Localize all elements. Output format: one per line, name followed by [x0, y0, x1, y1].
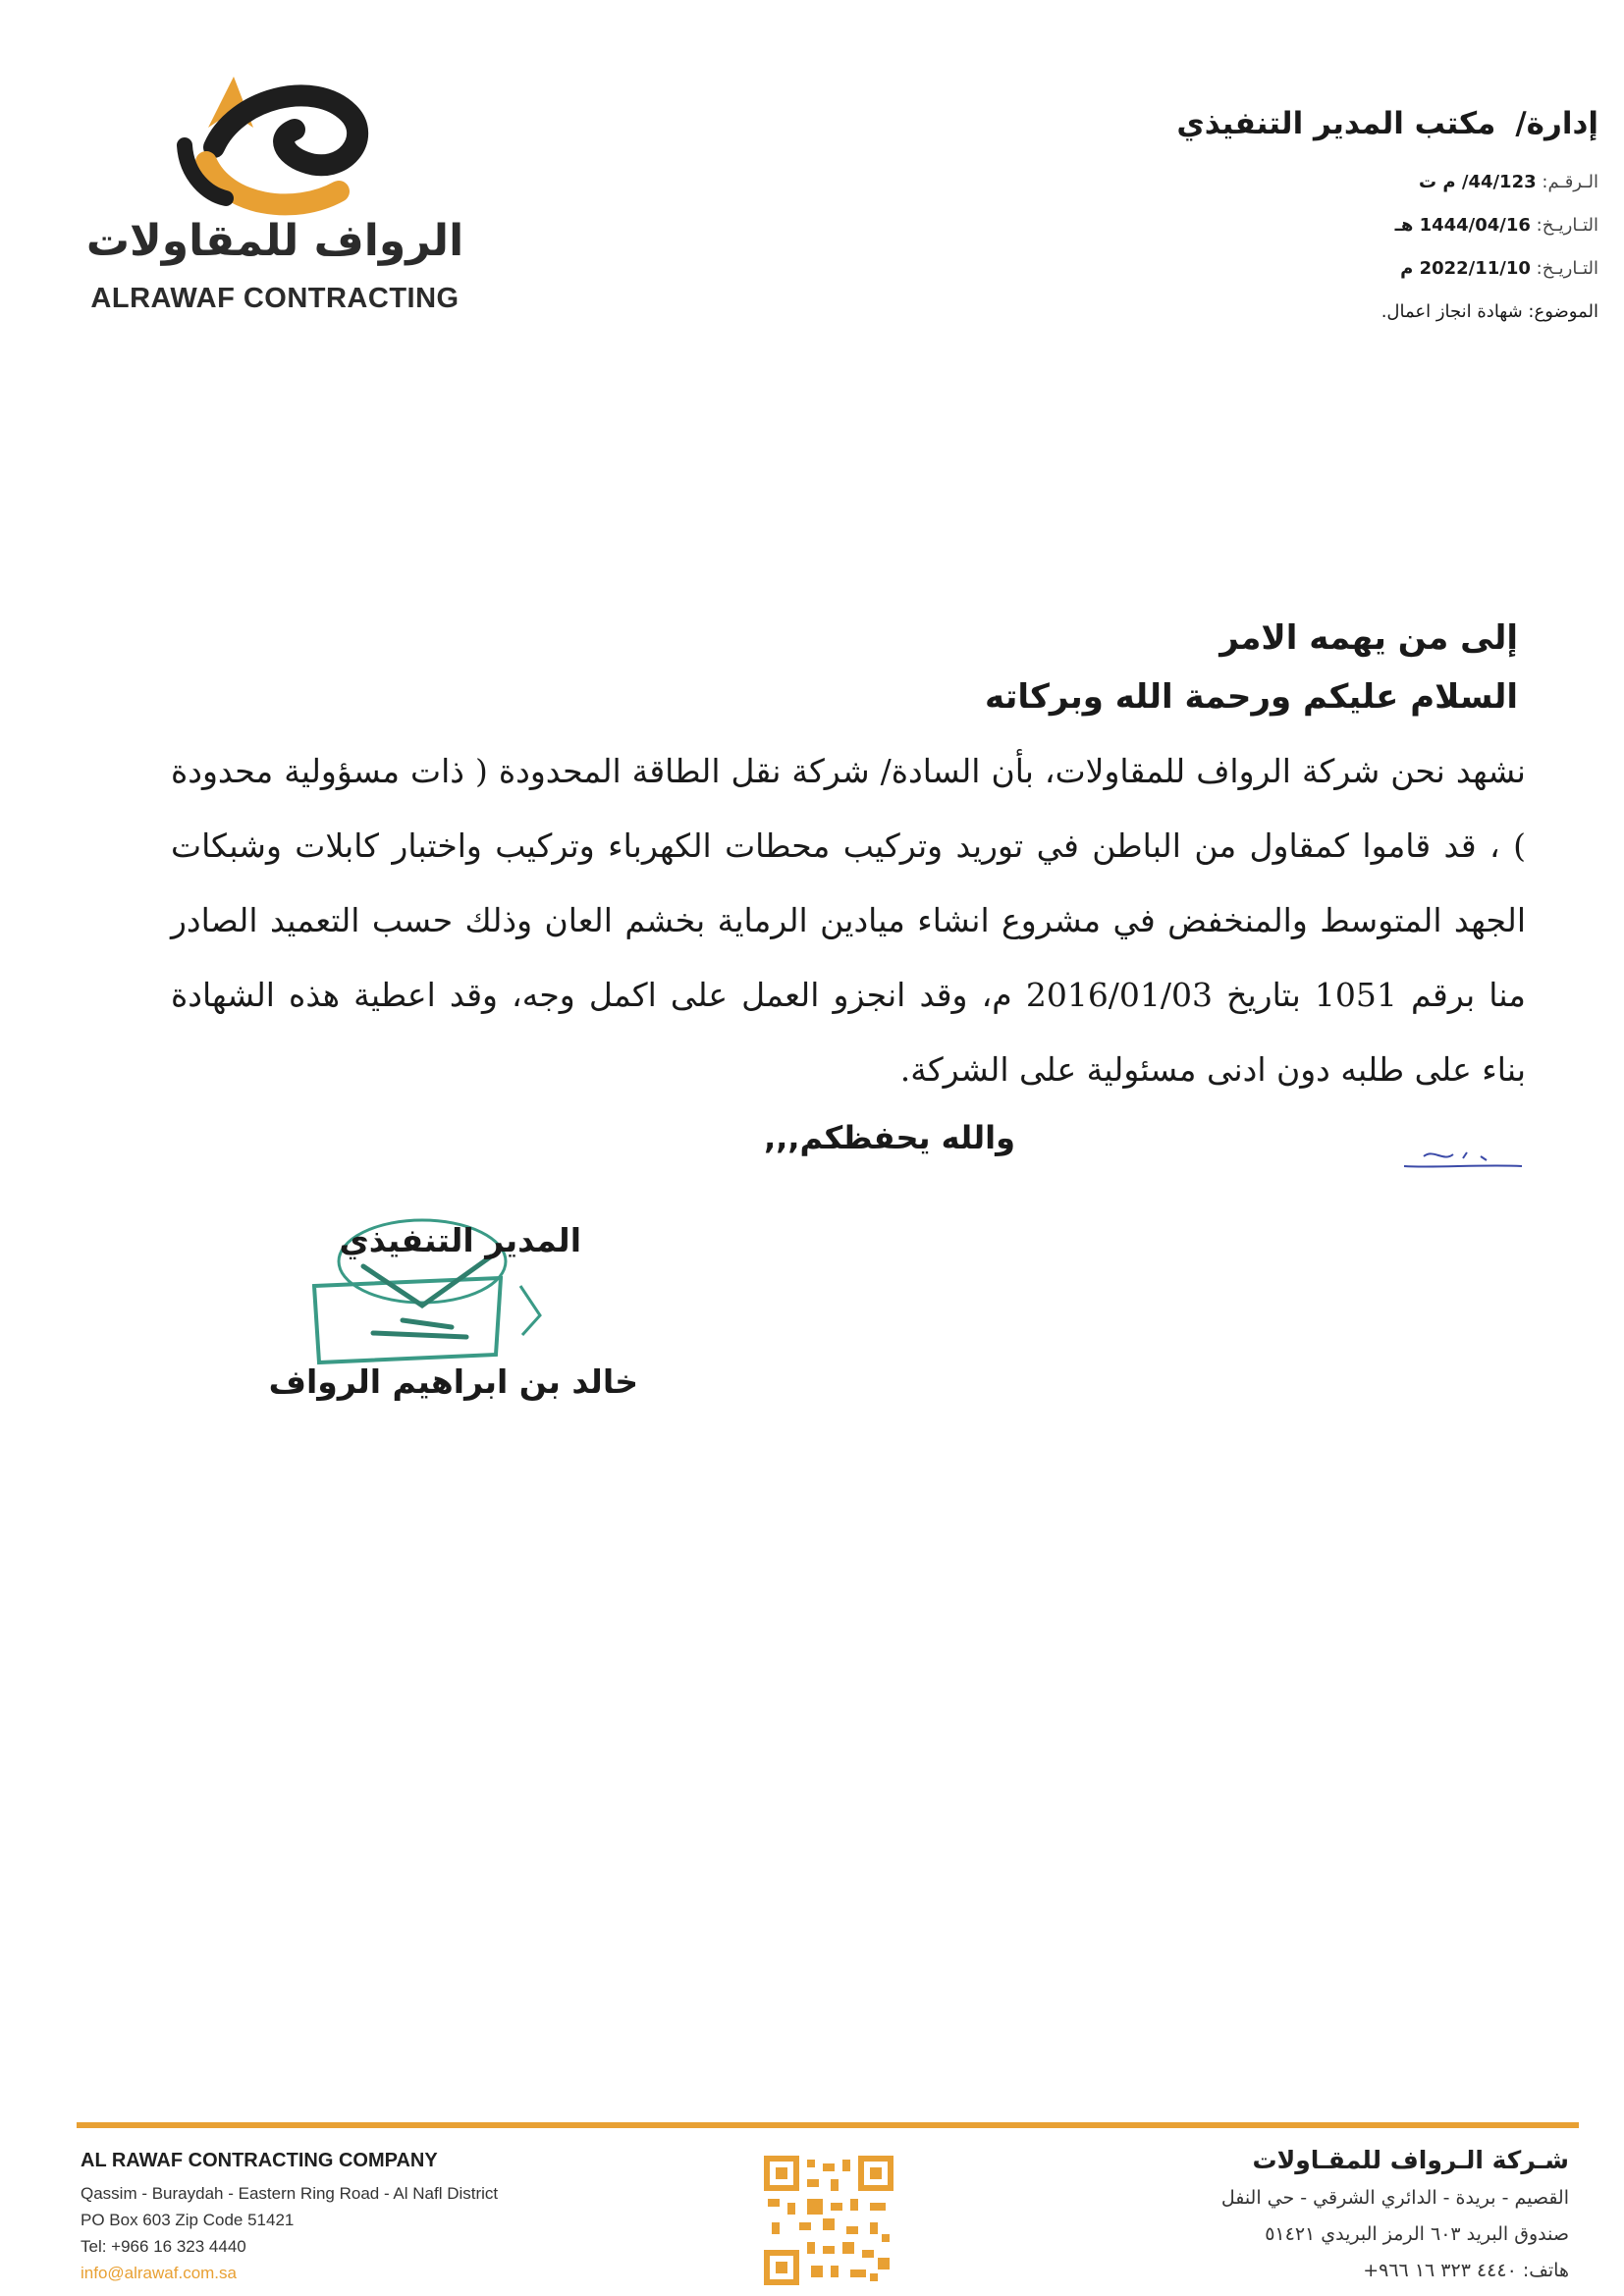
footer-phone-arabic: هاتف: ٤٤٤٠ ٣٢٣ ١٦ ٩٦٦+ [1363, 2260, 1569, 2281]
footer-phone-english: Tel: +966 16 323 4440 [81, 2237, 246, 2256]
signatory-title: المدير التنفيذي [339, 1221, 581, 1259]
footer-english-contact [81, 2150, 630, 2286]
company-logo [79, 69, 471, 334]
footer-arabic-contact [1019, 2146, 1569, 2289]
logo-mark-icon [167, 69, 383, 216]
footer-address-arabic-1: القصيم - بريدة - الدائري الشرقي - حي النفل [1220, 2187, 1569, 2209]
gregorian-date: 2022/11/10 م [1400, 258, 1531, 279]
reference-block [1049, 106, 1598, 334]
greeting: السلام عليكم ورحمة الله وبركاته [984, 677, 1518, 717]
reference-number: 44/123/ م ت [1419, 172, 1537, 192]
reference-number-label: الـرقـم: [1542, 172, 1598, 192]
department-name: مكتب المدير التنفيذي [1176, 106, 1496, 141]
footer-divider [77, 2122, 1579, 2128]
initials-scribble-icon [1394, 1139, 1532, 1178]
gregorian-date-line [1049, 247, 1598, 291]
reference-number-line [1049, 161, 1598, 204]
footer-address-arabic-2: صندوق البريد ٦٠٣ الرمز البريدي ٥١٤٢١ [1265, 2223, 1569, 2245]
footer-company-english: AL RAWAF CONTRACTING COMPANY [81, 2150, 438, 2171]
certificate-text: نشهد نحن شركة الرواف للمقاولات، بأن السادة/ شركة نقل الطاقة المحدودة ( ذات مسؤولية محدودة ) ، قد قاموا كمقاول من الباطن في توريد وتركيب محطات الكهرباء وتركيب واختبار كابلات وشبكات الجهد المتوسط والمنخفض في مشروع انشاء ميادين الرماية بخشم العان وذلك حسب التعميد الصادر منا برقم 1051 بتاريخ 2016/01/03 م، وقد انجزو العمل على اكمل وجه، وقد اعطية هذه الشهادة بناء على طلبه دون ادنى مسئولية على الشركة. [171, 752, 1526, 1089]
logo-name-english: ALRAWAF CONTRACTING [90, 283, 460, 314]
qr-code-icon [764, 2156, 893, 2285]
addressee: إلى من يهمه الامر [1219, 618, 1518, 658]
logo-name-arabic: الرواف للمقاولات [85, 216, 464, 266]
closing: والله يحفظكم,,, [764, 1119, 1015, 1156]
footer-company-arabic: شـركة الـرواف للمقـاولات [1252, 2146, 1569, 2174]
gregorian-date-label: التـاريـخ: [1536, 258, 1598, 279]
subject-label: الموضوع: [1528, 301, 1598, 322]
signatory-name: خالد بن ابراهيم الرواف [268, 1362, 638, 1401]
footer-address-english-1: Qassim - Buraydah - Eastern Ring Road - Al Nafl District [81, 2184, 499, 2203]
letter-body [171, 618, 1526, 1156]
department-label: إدارة/ [1515, 106, 1598, 141]
department-line [1049, 106, 1598, 141]
footer-email: info@alrawaf.com.sa [81, 2264, 237, 2282]
subject: شهادة انجاز اعمال. [1380, 301, 1523, 322]
subject-line [1049, 291, 1598, 334]
hijri-date-label: التـاريـخ: [1536, 215, 1598, 236]
hijri-date: 1444/04/16 هـ [1394, 215, 1531, 236]
footer-address-english-2: PO Box 603 Zip Code 51421 [81, 2211, 295, 2229]
signature-block [226, 1217, 638, 1443]
hijri-date-line [1049, 204, 1598, 247]
